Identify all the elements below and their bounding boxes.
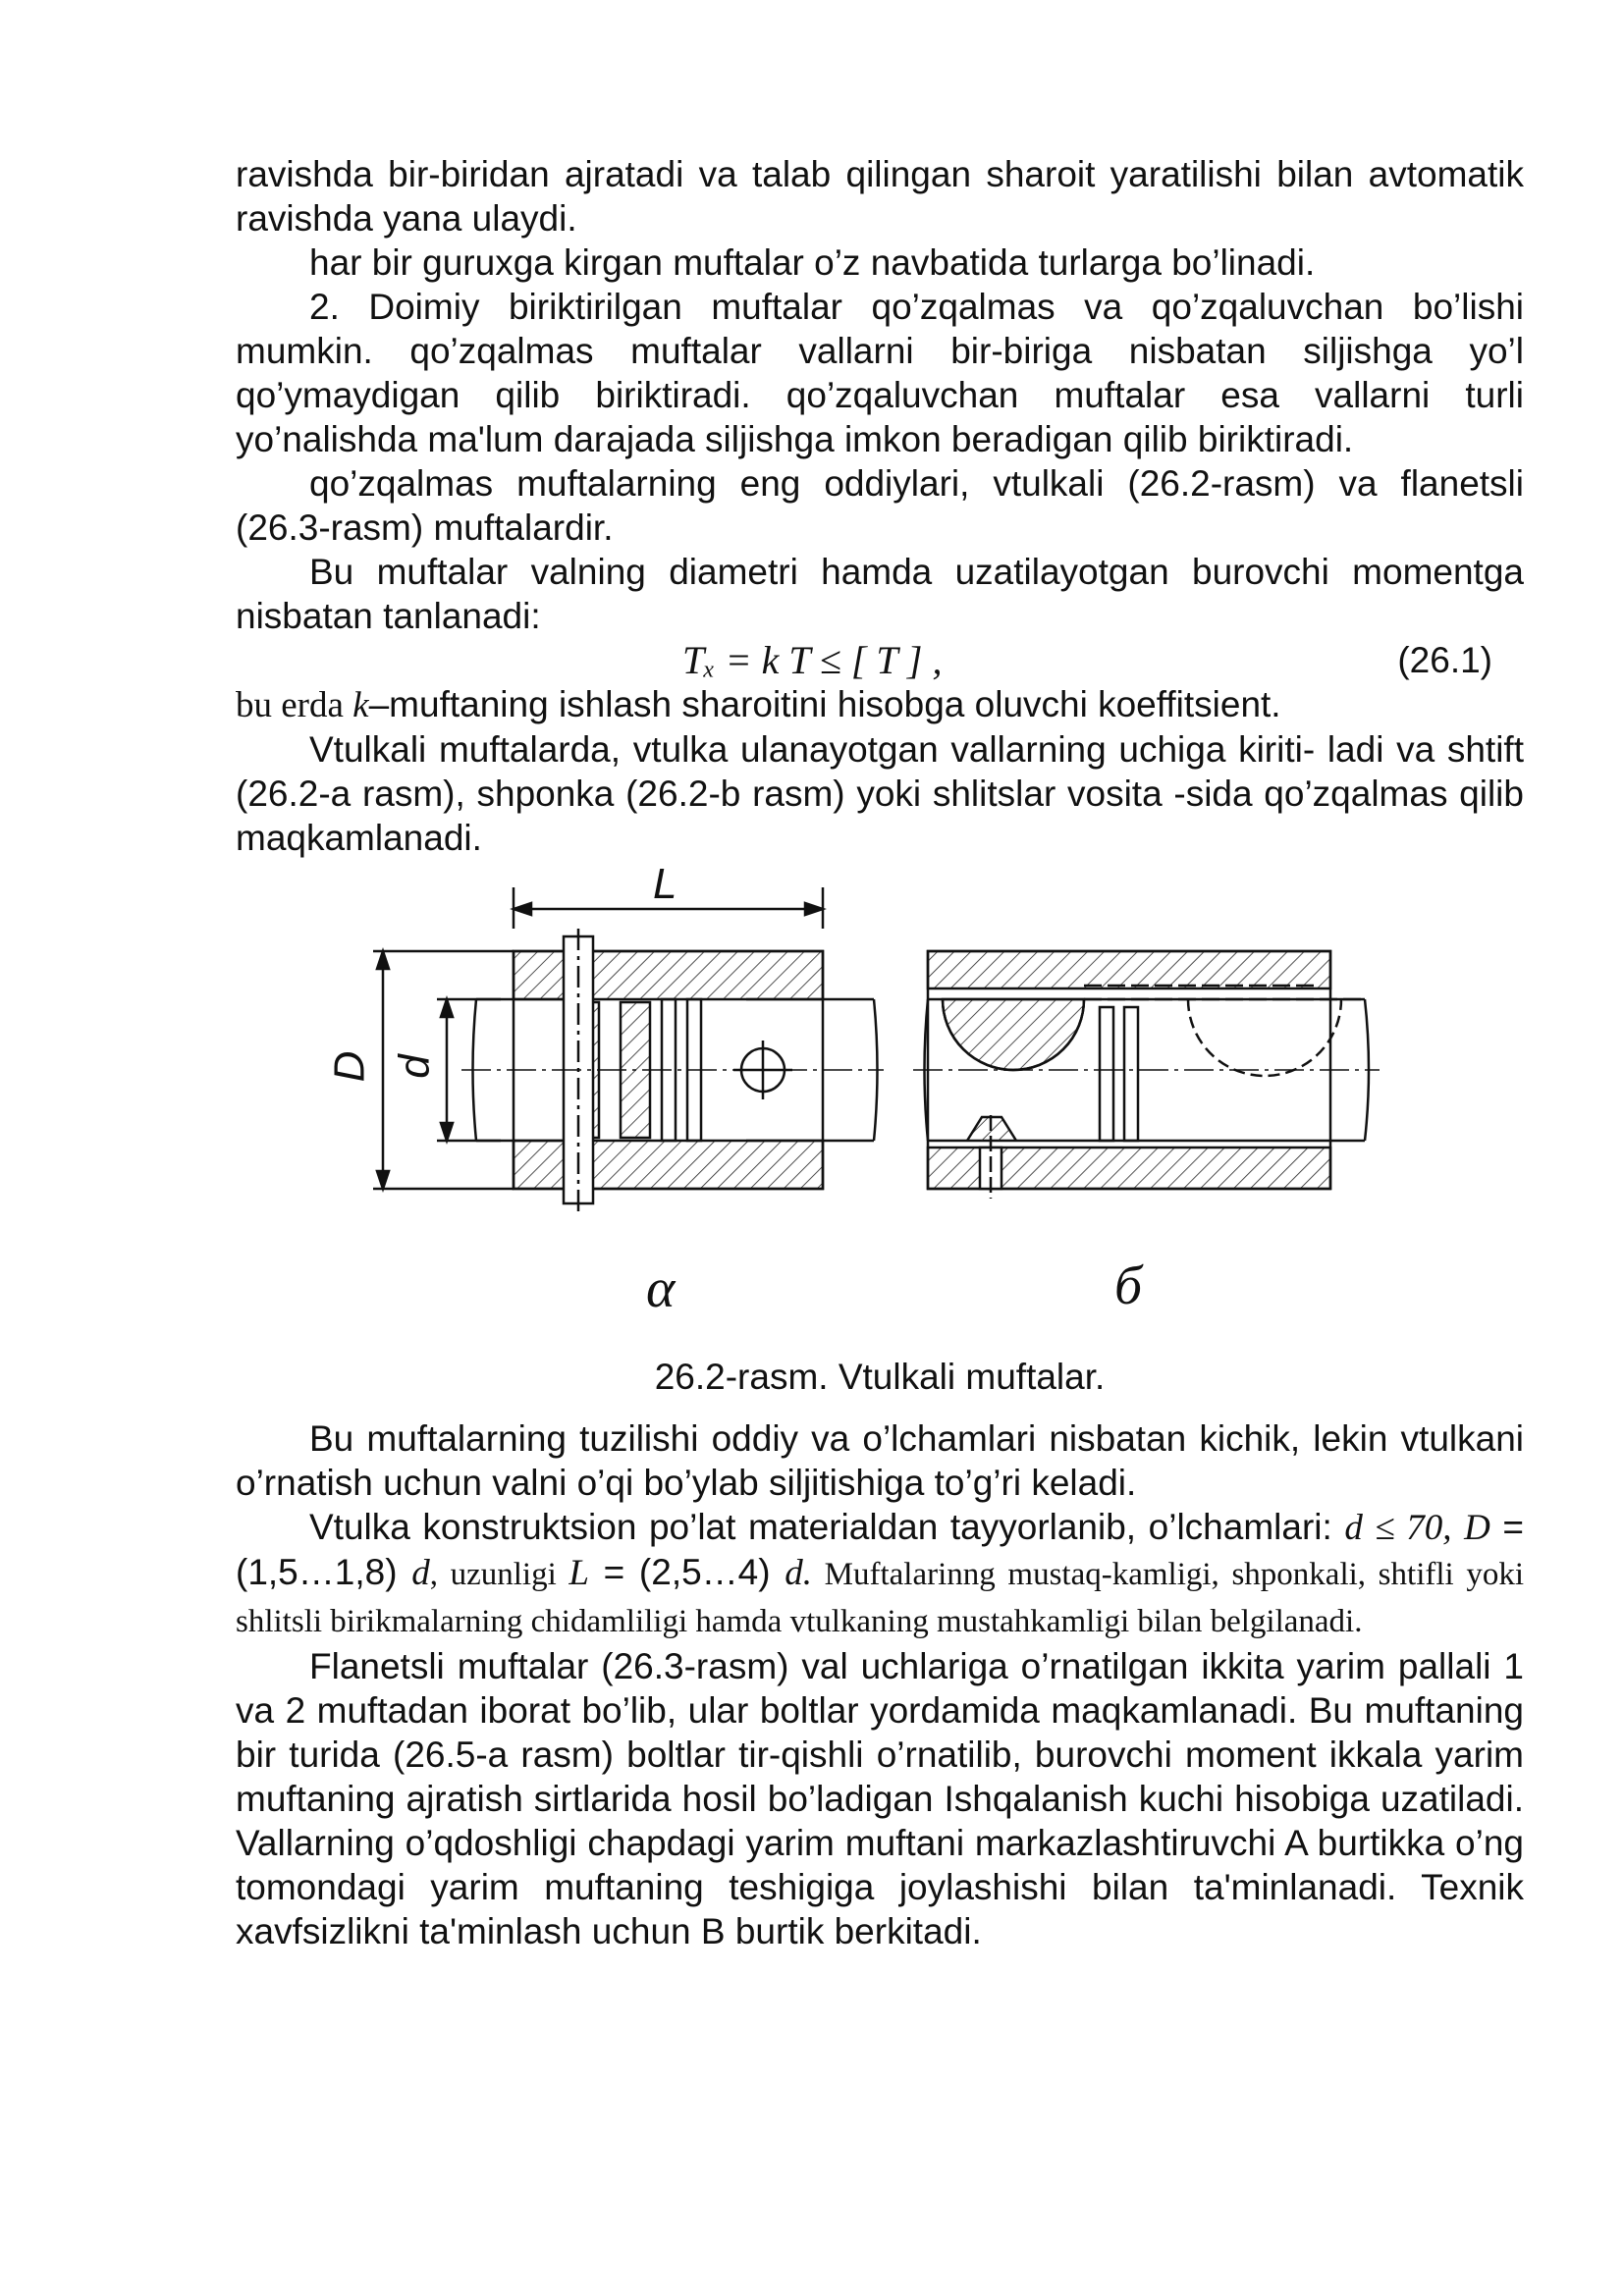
paragraph-6-k: k [352,685,369,725]
paragraph-8: Bu muftalarning tuzilishi oddiy va o’lchamlari nisbatan kichik, lekin vtulkani o’rnatish uchun valni o’qi bo’ylab siljitishiga to’g’ri keladi. [236,1418,1524,1503]
paragraph-9-uzunligi: , uzunligi [429,1557,569,1592]
paragraph-9-d1: d [1344,1508,1363,1548]
paragraph-9-d3: d. [785,1553,813,1593]
figure-26-2 [236,860,1524,1351]
paragraph-9-L: L [568,1553,589,1593]
dimension-D-label: D [325,1050,374,1083]
paragraph-9-le70: ≤ 70, [1375,1508,1452,1548]
dimension-d-label: d [390,1054,439,1079]
paragraph-9 [236,1505,1524,1644]
figure-label-a: α [646,1258,676,1319]
formula-expression: Tₓ = k T ≤ [ T ] , [682,638,943,682]
paragraph-9-D: D [1464,1508,1490,1548]
paragraph-4: qo’zqalmas muftalarning eng oddiylari, vtulkali (26.2-rasm) va flanetsli (26.3-rasm) muftalardir. [236,463,1524,548]
paragraph-6-rest: –muftaning ishlash sharoitini hisobga oluvchi koeffitsient. [368,684,1281,724]
paragraph-9-d2: d [411,1553,430,1593]
paragraph-3: 2. Doimiy biriktirilgan muftalar qo’zqalmas va qo’zqaluvchan bo’lishi mumkin. qo’zqalmas muftalar vallarni bir-biriga nisbatan siljishga yo’l qo’ymaydigan qilib biriktiradi. qo’zqaluvchan muftalar esa vallarni turli yo’nalishda ma'lum darajada siljishga imkon beradigan qilib biriktiradi. [236,287,1524,459]
paragraph-5: Bu muftalar valning diametri hamda uzatilayotgan burovchi momentga nisbatan tanlanadi: [236,552,1524,636]
paragraph-6-lead: bu erda [236,685,353,725]
coupling-drawing [236,870,1524,1351]
figure-caption: 26.2-rasm. Vtulkali muftalar. [654,1357,1106,1397]
paragraph-1: ravishda bir-biridan ajratadi va talab qilingan sharoit yaratilishi bilan avtomatik ravishda yana ulaydi. [236,154,1524,239]
paragraph-2: har bir guruxga kirgan muftalar o’z navbatida turlarga bo’linadi. [309,242,1316,283]
paragraph-9-range-D: = (1,5…1,8) [236,1507,1525,1592]
dimension-L-label: L [653,860,677,908]
document-page [236,152,1524,1953]
paragraph-9-range-L: = (2,5…4) [588,1552,785,1592]
formula-26-1 [236,638,1524,682]
paragraph-9-rest: Muftalarinng mustaq-kamligi, shponkali, shtifli yoki shlitsli birikmalarning chidamliligi hamda vtulkaning mustahkamligi bilan belgilanadi. [236,1557,1524,1639]
formula-number: (26.1) [1397,640,1492,680]
paragraph-6 [236,682,1524,727]
paragraph-7: Vtulkali muftalarda, vtulka ulanayotgan vallarning uchiga kiriti- ladi va shtift (26.2-a rasm), shponka (26.2-b rasm) yoki shlitslar vosita -sida qo’zqalmas qilib maqkamlanadi. [236,729,1524,858]
paragraph-9-lead: Vtulka konstruktsion po’lat materialdan tayyorlanib, o’lchamlari: [309,1507,1345,1547]
figure-label-b: б [1114,1255,1143,1316]
paragraph-10: Flanetsli muftalar (26.3-rasm) val uchlariga o’rnatilgan ikkita yarim pallali 1 va 2 muftadan iborat bo’lib, ular boltlar yordamida maqkamlanadi. Bu muftaning bir turida (26.5-a rasm) boltlar tir-qishli o’rnatilib, burovchi moment ikkala yarim muftaning ajratish sirtlarida hosil bo’ladigan Ishqalanish kuchi hisobiga uzatiladi. Vallarning o’qdoshligi chapdagi yarim muftani markazlashtiruvchi A burtikka o’ng tomondagi yarim muftaning teshigiga joylashishi bilan ta'minlanadi. Texnik xavfsizlikni ta'minlash uchun B burtik berkitadi. [236,1646,1524,1951]
